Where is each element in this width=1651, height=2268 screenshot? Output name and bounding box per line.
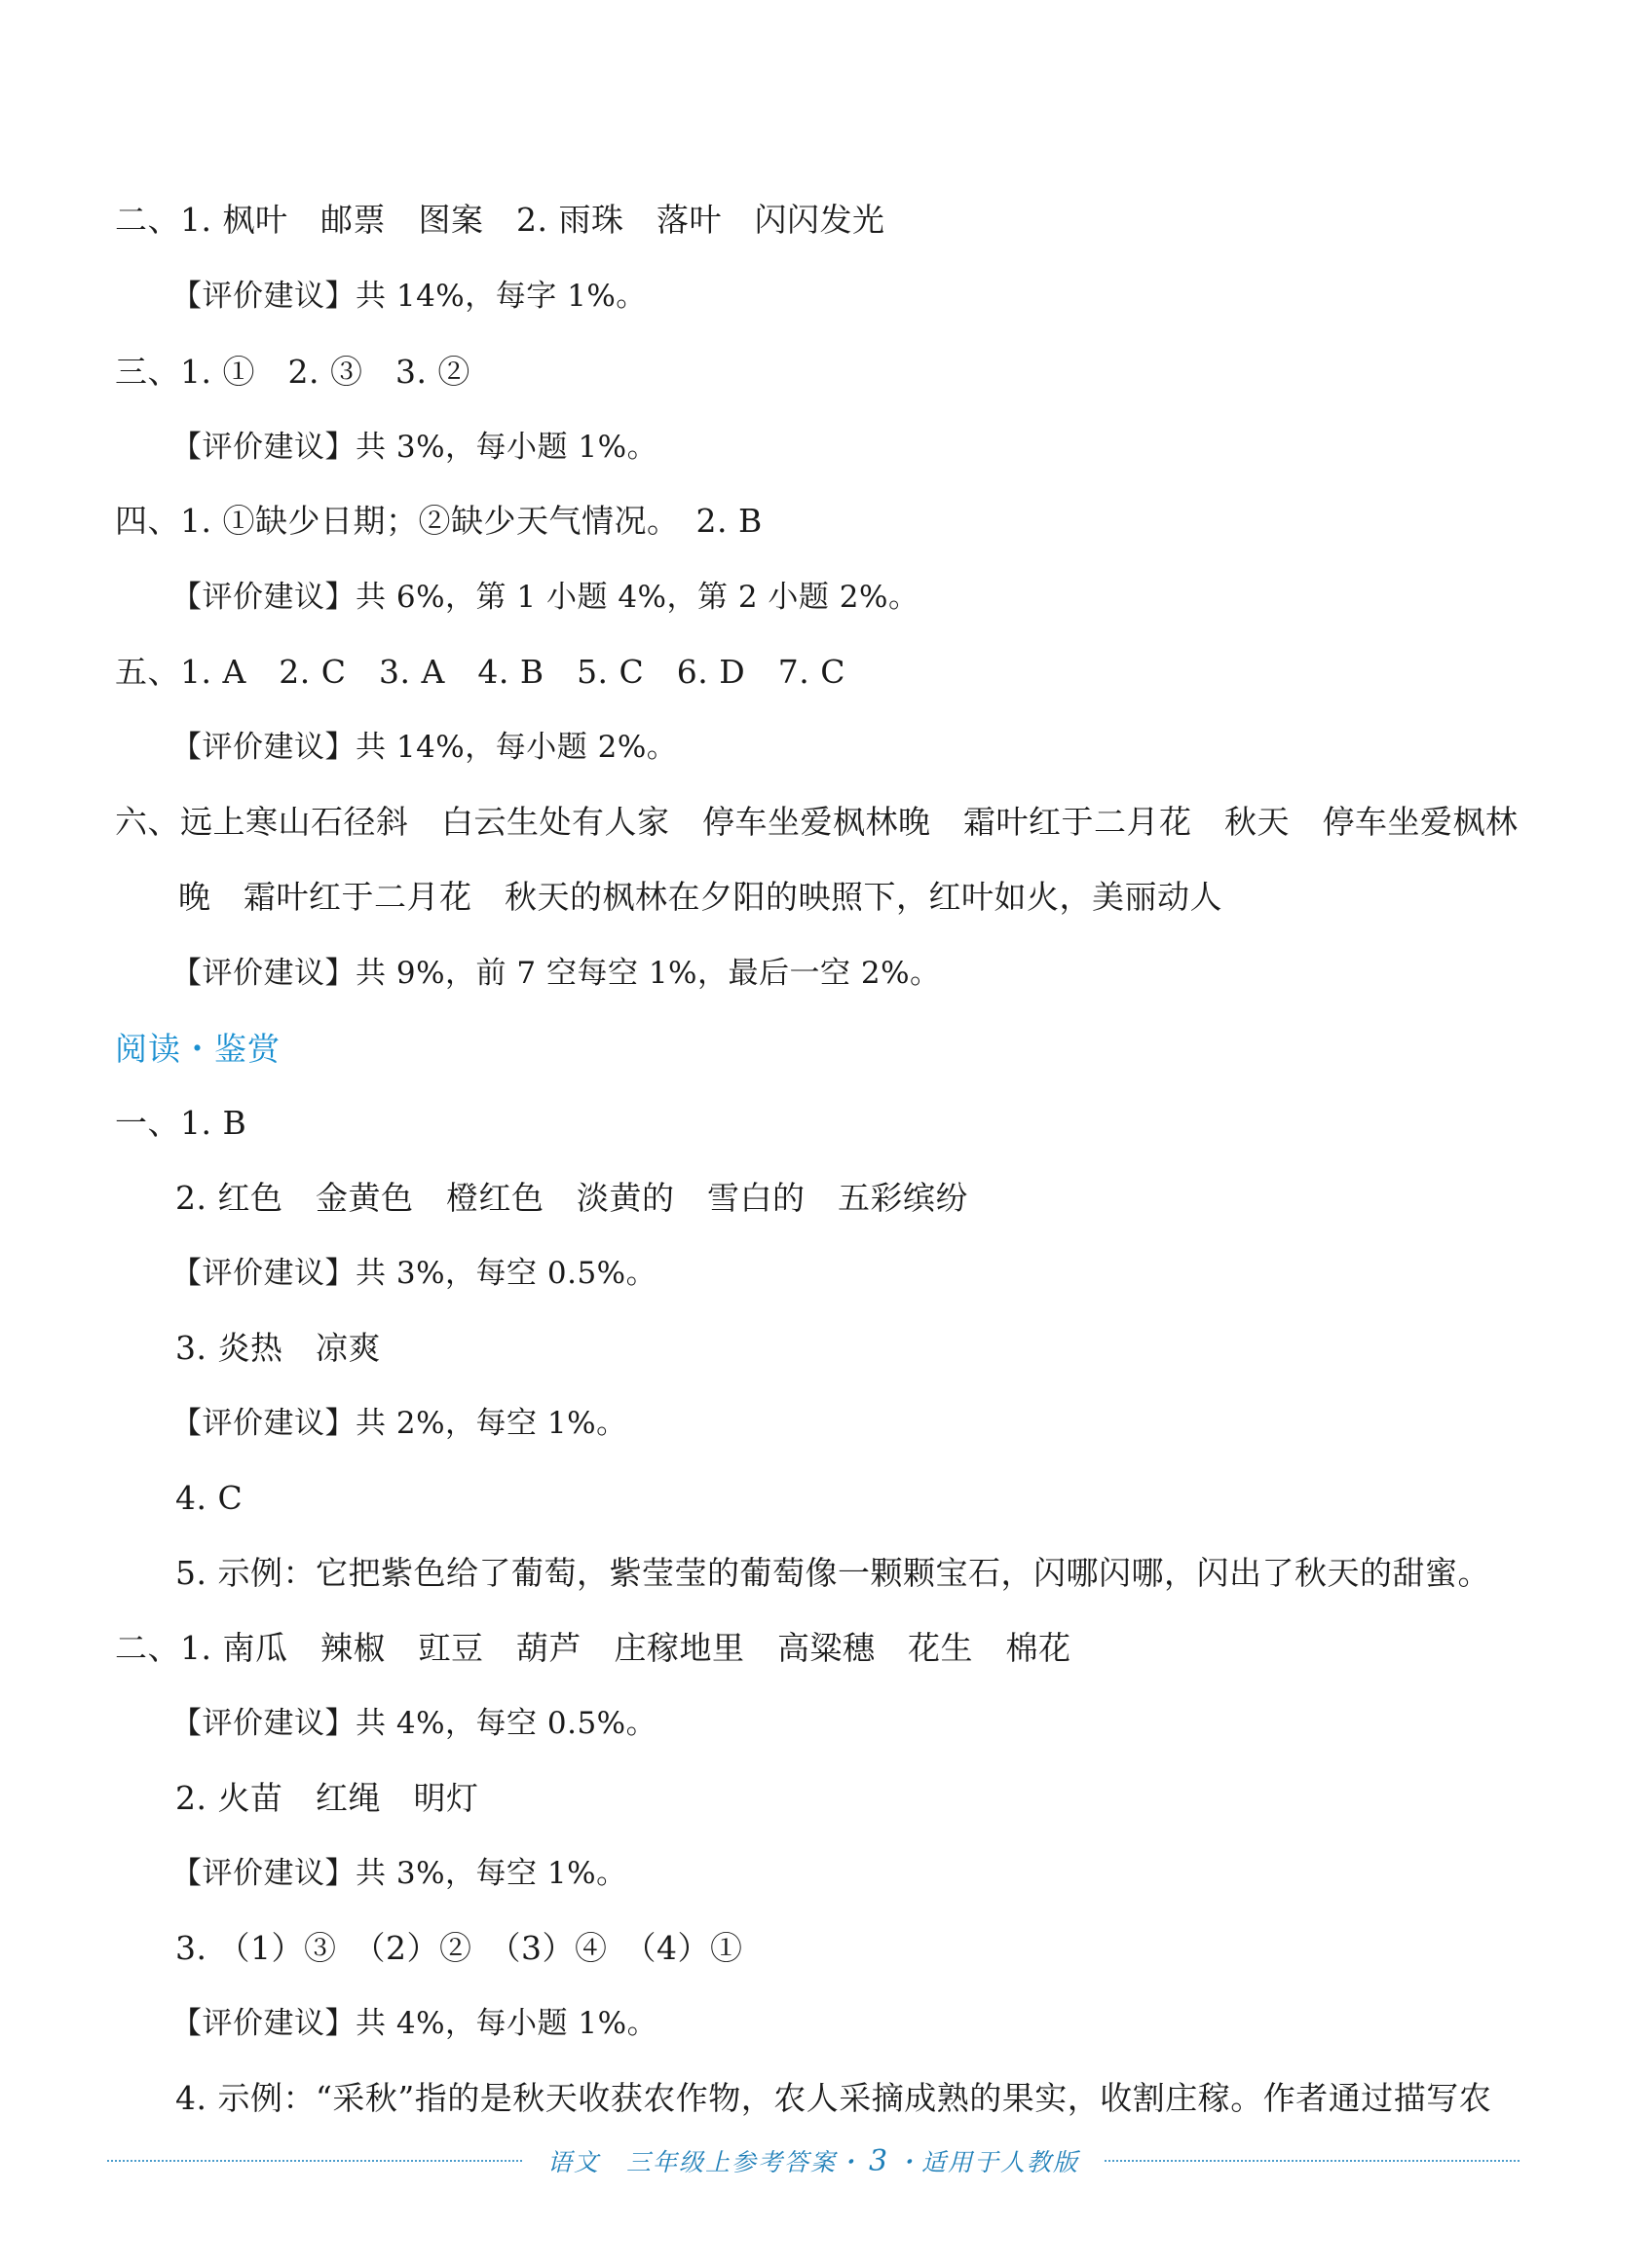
answer-line: 4. C <box>175 1479 244 1517</box>
footer-divider-right <box>1105 2160 1520 2162</box>
evaluation-note: 【评价建议】共 2%，每空 1%。 <box>171 1406 627 1441</box>
answer-line: 五、1. A 2. C 3. A 4. B 5. C 6. D 7. C <box>115 653 845 691</box>
evaluation-note: 【评价建议】共 3%，每空 1%。 <box>171 1856 627 1891</box>
answer-line: 二、1. 南瓜 辣椒 豇豆 葫芦 庄稼地里 高粱穗 花生 棉花 <box>115 1629 1071 1667</box>
section-heading: 阅读・鉴赏 <box>115 1030 281 1068</box>
evaluation-note: 【评价建议】共 4%，每空 0.5%。 <box>171 1706 657 1741</box>
page-footer <box>107 2141 1520 2180</box>
answer-line: 四、1. ①缺少日期；②缺少天气情况。 2. B <box>115 502 763 540</box>
answer-line: 3. （1）③ （2）② （3）④ （4）① <box>175 1929 743 1967</box>
evaluation-note: 【评价建议】共 14%，每小题 2%。 <box>171 730 678 765</box>
answer-line: 六、远上寒山石径斜 白云生处有人家 停车坐爱枫林晚 霜叶红于二月花 秋天 停车坐爱枫林 <box>115 803 1519 841</box>
evaluation-note: 【评价建议】共 4%，每小题 1%。 <box>171 2006 658 2041</box>
answer-line: 一、1. B <box>115 1104 247 1142</box>
footer-edition: ・适用于人教版 <box>895 2148 1080 2176</box>
answer-line: 3. 炎热 凉爽 <box>175 1329 381 1367</box>
answer-line: 2. 火苗 红绳 明灯 <box>175 1779 479 1817</box>
evaluation-note: 【评价建议】共 3%，每空 0.5%。 <box>171 1256 657 1291</box>
answer-line: 三、1. ① 2. ③ 3. ② <box>115 353 470 391</box>
answer-line: 二、1. 枫叶 邮票 图案 2. 雨珠 落叶 闪闪发光 <box>115 201 885 239</box>
answer-line: 5. 示例：它把紫色给了葡萄，紫莹莹的葡萄像一颗颗宝石，闪哪闪哪，闪出了秋天的甜蜜。 <box>175 1554 1490 1592</box>
page-number: 3 <box>868 2144 890 2178</box>
answer-line: 2. 红色 金黄色 橙红色 淡黄的 雪白的 五彩缤纷 <box>175 1179 968 1217</box>
footer-subject: 语文 三年级上参考答案・ <box>546 2148 863 2176</box>
answer-line: 4. 示例：“采秋”指的是秋天收获农作物，农人采摘成熟的果实，收割庄稼。作者通过描写农 <box>175 2079 1492 2117</box>
evaluation-note: 【评价建议】共 6%，第 1 小题 4%，第 2 小题 2%。 <box>171 580 919 615</box>
footer-text <box>522 2143 1105 2178</box>
evaluation-note: 【评价建议】共 9%，前 7 空每空 1%，最后一空 2%。 <box>171 956 941 991</box>
evaluation-note: 【评价建议】共 3%，每小题 1%。 <box>171 430 658 465</box>
footer-divider-left <box>107 2160 522 2162</box>
answer-line-continued: 晚 霜叶红于二月花 秋天的枫林在夕阳的映照下，红叶如火，美丽动人 <box>178 878 1222 916</box>
evaluation-note: 【评价建议】共 14%，每字 1%。 <box>171 279 647 314</box>
